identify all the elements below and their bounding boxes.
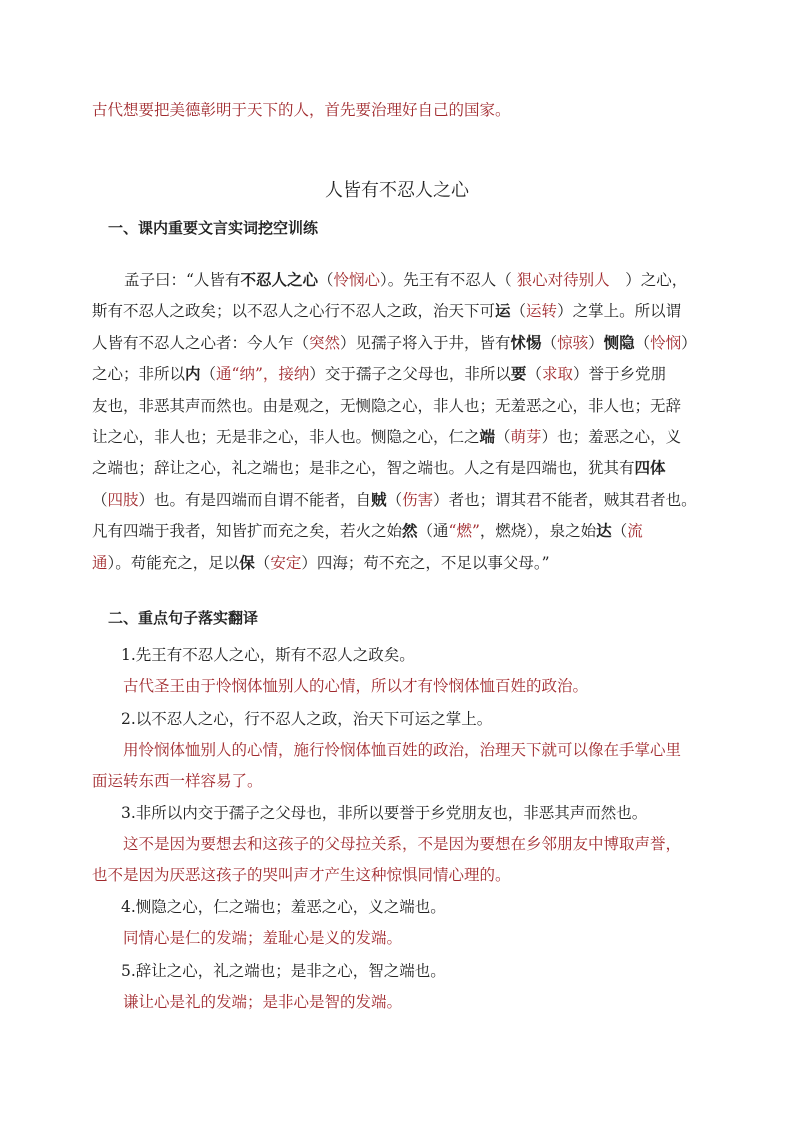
gloss-text: 安定 <box>270 553 302 572</box>
passage-text: （ <box>92 490 108 509</box>
passage-text: 之端也；辞让之心，礼之端也；是非之心，智之端也。人之有是四端也，犹其有 <box>92 459 635 478</box>
passage-text: ）之心， <box>609 271 688 289</box>
passage-line <box>92 490 697 510</box>
sentence-translation: 用怜悯体恤别人的心情，施行怜悯体恤百姓的政治，治理天下就可以像在手掌心里 <box>123 741 682 759</box>
passage-text: ） <box>588 333 604 352</box>
gloss-text: 怜悯 <box>650 333 682 352</box>
intro-line: 古代想要把美德彰明于天下的人，首先要治理好自己的国家。 <box>92 101 511 119</box>
sentence-translation: 面运转东西一样容易了。 <box>92 772 263 790</box>
gloss-text: “燃” <box>448 522 480 541</box>
keyword-text: 怵惕 <box>510 332 542 352</box>
gloss-text: 突然 <box>309 333 341 352</box>
gloss-text: 求取 <box>541 365 573 384</box>
gloss-text: 怜悯心 <box>333 271 380 289</box>
keyword-text: 不忍人之心 <box>240 270 318 289</box>
passage-text: 凡有四端于我者，知皆扩而充之矣，若火之始 <box>92 522 403 541</box>
passage-text: （ <box>254 553 271 572</box>
passage-text: （ <box>386 490 403 509</box>
gloss-text: 伤害 <box>402 490 434 509</box>
keyword-text: 达 <box>596 521 612 541</box>
section2-heading: 二、重点句子落实翻译 <box>108 609 259 627</box>
passage-text: （ <box>317 271 334 289</box>
passage-line <box>92 427 681 447</box>
passage-text: （ <box>510 302 527 321</box>
passage-text: ）之掌上。所以谓 <box>557 302 682 321</box>
section1-heading: 一、课内重要文言实词挖空训练 <box>108 219 319 237</box>
passage-line <box>92 521 643 541</box>
sentence-translation: 谦让心是礼的发端；是非心是智的发端。 <box>123 993 403 1011</box>
keyword-text: 然 <box>402 521 418 541</box>
passage-text: 人皆有不忍人之心者：今人乍（ <box>92 333 310 352</box>
sentence-question: 5.辞让之心，礼之端也；是非之心，智之端也。 <box>121 962 446 980</box>
sentence-question: 4.恻隐之心，仁之端也；羞恶之心，义之端也。 <box>121 898 446 916</box>
passage-text: ）交于孺子之父母也，非所以 <box>309 365 511 384</box>
passage-line <box>92 301 681 321</box>
gloss-text: 四肢 <box>107 490 139 509</box>
passage-text: ）。先王有不忍人（ <box>379 271 517 289</box>
sentence-translation: 也不是因为厌恶这孩子的哭叫声才产生这种惊惧同情心理的。 <box>92 866 511 884</box>
passage-text: 之心；非所以 <box>92 365 186 384</box>
gloss-text: 惊骇 <box>557 333 589 352</box>
passage-text: 斯有不忍人之政矣；以不忍人之心行不忍人之政，治天下可 <box>92 302 496 321</box>
gloss-text: 通“纳”，接纳 <box>216 365 310 384</box>
passage-text: ）。苟能充之，足以 <box>107 553 240 572</box>
keyword-text: 保 <box>239 552 255 572</box>
keyword-text: 内 <box>185 364 201 384</box>
passage-text: （ <box>200 365 217 384</box>
sentence-translation: 这不是因为要想去和这孩子的父母拉关系，不是因为要想在乡邻朋友中博取声誉， <box>123 835 682 853</box>
passage-text: ）誉于乡党朋 <box>572 365 666 384</box>
passage-line <box>92 364 666 384</box>
sentence-question: 3.非所以内交于孺子之父母也，非所以要誉于乡党朋友也，非恶其声而然也。 <box>121 804 648 822</box>
gloss-text: 流 <box>627 522 643 541</box>
keyword-text: 四体 <box>634 458 666 478</box>
passage-text: （ <box>526 365 542 384</box>
passage-text: （ <box>541 333 558 352</box>
passage-text: 孟子曰：“人皆有 <box>124 271 241 289</box>
gloss-text: 通 <box>92 553 108 572</box>
gloss-text: 萌芽 <box>510 428 542 446</box>
passage-text: （ <box>495 428 511 446</box>
passage-text: ）也；羞恶之心，义 <box>541 428 682 446</box>
keyword-text: 恻隐 <box>603 332 635 352</box>
passage-text: （ <box>611 522 628 541</box>
gloss-text: 运转 <box>526 302 558 321</box>
page-title: 人皆有不忍人之心 <box>325 180 469 201</box>
passage-line <box>92 553 550 573</box>
passage-text: ） <box>681 333 697 352</box>
passage-line <box>92 458 666 478</box>
sentence-translation: 古代圣王由于怜悯体恤别人的心情，所以才有怜悯体恤百姓的政治。 <box>123 677 589 695</box>
sentence-translation: 同情心是仁的发端；羞耻心是义的发端。 <box>123 929 403 947</box>
keyword-text: 要 <box>510 364 527 384</box>
passage-text: ）见孺子将入于井，皆有 <box>340 333 511 352</box>
passage-text: 友也，非恶其声而然也。由是观之，无恻隐之心，非人也；无羞恶之心，非人也；无辞 <box>92 396 682 415</box>
keyword-text: 贼 <box>371 489 387 509</box>
passage-text: ）四海；苟不充之，不足以事父母。” <box>301 553 550 572</box>
sentence-question: 1.先王有不忍人之心，斯有不忍人之政矣。 <box>121 646 415 664</box>
passage-text: （通 <box>417 522 449 541</box>
passage-line <box>92 333 697 353</box>
keyword-text: 端 <box>479 427 496 446</box>
sentence-question: 2.以不忍人之心，行不忍人之政，治天下可运之掌上。 <box>121 710 493 728</box>
passage-text: ）也。有是四端而自谓不能者，自 <box>138 490 372 509</box>
passage-text: ）者也；谓其君不能者，贼其君者也。 <box>433 490 697 509</box>
passage-line <box>124 270 687 290</box>
passage-text: ，燃烧），泉之始 <box>479 522 597 541</box>
keyword-text: 运 <box>495 301 511 321</box>
passage-text: 让之心，非人也；无是非之心，非人也。恻隐之心，仁之 <box>92 428 480 446</box>
gloss-text: 狠心对待别人 <box>516 271 610 289</box>
passage-text: （ <box>634 333 651 352</box>
passage-line <box>92 396 681 416</box>
